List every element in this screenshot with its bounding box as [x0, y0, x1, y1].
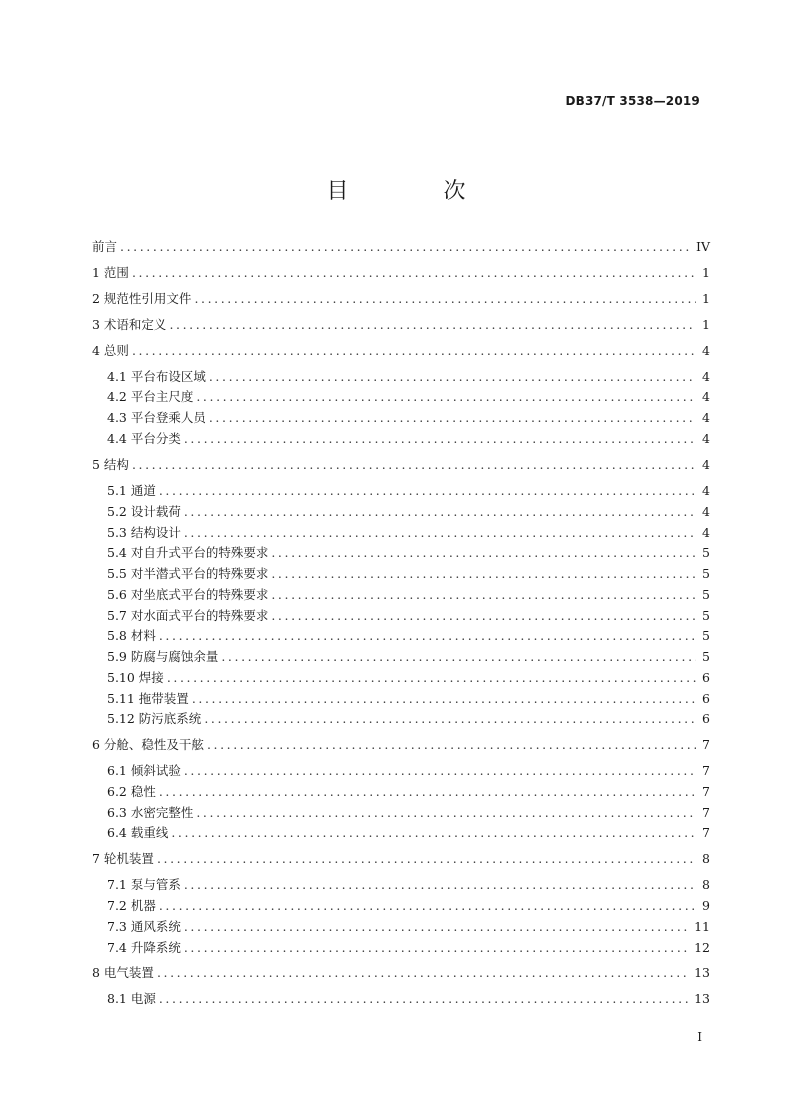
toc-leader-dots [132, 342, 696, 360]
toc-entry[interactable] [107, 368, 710, 386]
toc-entry-label: 5.10 焊接 [107, 670, 164, 685]
toc-leader-dots [204, 710, 696, 728]
toc-entry[interactable] [107, 503, 710, 521]
toc-leader-dots [221, 648, 696, 666]
toc-entry[interactable] [92, 456, 710, 474]
toc-entry-page: 4 [702, 457, 710, 472]
toc-entry-label: 7.1 泵与管系 [107, 877, 181, 892]
toc-entry-label: 5.2 设计载荷 [107, 504, 181, 519]
toc-entry-page: 13 [694, 991, 710, 1006]
toc-leader-dots [207, 736, 696, 754]
toc-entry[interactable] [107, 876, 710, 894]
toc-entry-page: 7 [702, 805, 710, 820]
toc-entry-page: 1 [702, 317, 710, 332]
toc-entry[interactable] [92, 290, 710, 308]
toc-entry-page: 5 [702, 566, 710, 581]
toc-entry-page: 5 [702, 628, 710, 643]
toc-leader-dots [184, 503, 696, 521]
toc-entry-page: 12 [694, 940, 710, 955]
toc-leader-dots [171, 824, 696, 842]
toc-entry-label: 4.4 平台分类 [107, 431, 181, 446]
toc-entry-label: 6.1 倾斜试验 [107, 763, 181, 778]
toc-entry-label: 5.11 拖带装置 [107, 691, 189, 706]
toc-leader-dots [209, 409, 696, 427]
toc-entry-page: 8 [702, 877, 710, 892]
toc-entry-label: 8.1 电源 [107, 991, 156, 1006]
toc-entry[interactable] [92, 342, 710, 360]
toc-entry-label: 5.3 结构设计 [107, 525, 181, 540]
toc-entry[interactable] [107, 648, 710, 666]
toc-leader-dots [132, 456, 696, 474]
toc-entry[interactable] [107, 824, 710, 842]
toc-entry[interactable] [107, 607, 710, 625]
toc-entry-label: 1 范围 [92, 265, 129, 280]
toc-entry-page: 7 [702, 737, 710, 752]
toc-leader-dots [184, 524, 696, 542]
toc-leader-dots [209, 368, 696, 386]
toc-leader-dots [184, 939, 690, 957]
toc-entry[interactable] [107, 762, 710, 780]
toc-entry[interactable] [107, 897, 710, 915]
toc-entry[interactable] [107, 409, 710, 427]
toc-entry[interactable] [107, 482, 710, 500]
toc-entry-label: 5.4 对自升式平台的特殊要求 [107, 545, 269, 560]
toc-leader-dots [196, 804, 696, 822]
toc-leader-dots [159, 897, 696, 915]
document-code: DB37/T 3538—2019 [565, 94, 700, 108]
toc-entry-label: 6.3 水密完整性 [107, 805, 194, 820]
toc-entry-label: 7.2 机器 [107, 898, 156, 913]
toc-entry-page: 5 [702, 649, 710, 664]
toc-entry-page: 7 [702, 784, 710, 799]
toc-leader-dots [271, 586, 696, 604]
toc-entry-label: 7 轮机装置 [92, 851, 154, 866]
toc-entry-page: 4 [702, 389, 710, 404]
toc-entry[interactable] [92, 316, 710, 334]
toc-entry[interactable] [107, 710, 710, 728]
toc-entry-label: 4.1 平台布设区域 [107, 369, 206, 384]
toc-entry-label: 7.4 升降系统 [107, 940, 181, 955]
toc-entry-page: 6 [702, 691, 710, 706]
page-number: I [697, 1030, 702, 1044]
toc-entry-label: 前言 [92, 239, 118, 254]
toc-entry-page: 7 [702, 825, 710, 840]
toc-entry-page: 13 [694, 965, 710, 980]
toc-entry-label: 5 结构 [92, 457, 129, 472]
toc-entry[interactable] [107, 669, 710, 687]
toc-entry-page: 1 [702, 265, 710, 280]
toc-leader-dots [194, 290, 696, 308]
toc-entry-label: 7.3 通风系统 [107, 919, 181, 934]
toc-entry-label: 5.9 防腐与腐蚀余量 [107, 649, 219, 664]
toc-leader-dots [271, 544, 696, 562]
toc-entry-page: 4 [702, 504, 710, 519]
toc-entry-page: 4 [702, 483, 710, 498]
toc-entry-page: 4 [702, 410, 710, 425]
toc-entry-page: 9 [702, 898, 710, 913]
toc-entry[interactable] [107, 783, 710, 801]
toc-entry-label: 4 总则 [92, 343, 129, 358]
toc-entry[interactable] [92, 264, 710, 282]
toc-leader-dots [159, 783, 696, 801]
toc-leader-dots [159, 627, 696, 645]
toc-entry-page: 1 [702, 291, 710, 306]
toc-entry[interactable] [107, 524, 710, 542]
toc-leader-dots [184, 918, 690, 936]
toc-entry-label: 2 规范性引用文件 [92, 291, 192, 306]
toc-leader-dots [271, 607, 696, 625]
toc-entry-label: 6.4 载重线 [107, 825, 169, 840]
toc-entry-page: 5 [702, 608, 710, 623]
toc-leader-dots [184, 762, 696, 780]
toc-entry[interactable] [107, 939, 710, 957]
page-title: 目 次 [326, 179, 510, 204]
toc-entry-page: 7 [702, 763, 710, 778]
toc-entry-label: 5.12 防污底系统 [107, 711, 202, 726]
toc-entry[interactable] [107, 586, 710, 604]
toc-entry[interactable] [92, 238, 710, 256]
toc-entry-label: 5.7 对水面式平台的特殊要求 [107, 608, 269, 623]
toc-entry-page: 4 [702, 525, 710, 540]
toc-entry-label: 4.2 平台主尺度 [107, 389, 194, 404]
toc-entry-page: 11 [694, 919, 710, 934]
toc-entry[interactable] [107, 388, 710, 406]
toc-entry[interactable] [107, 565, 710, 583]
toc-leader-dots [184, 876, 696, 894]
toc-leader-dots [169, 316, 696, 334]
toc-entry-label: 5.8 材料 [107, 628, 156, 643]
toc-entry[interactable] [92, 964, 710, 982]
toc-entry-page: 4 [702, 343, 710, 358]
toc-entry[interactable] [107, 690, 710, 708]
toc-leader-dots [196, 388, 696, 406]
toc-entry[interactable] [107, 804, 710, 822]
toc-leader-dots [192, 690, 696, 708]
toc-entry[interactable] [92, 850, 710, 868]
toc-leader-dots [159, 482, 696, 500]
toc-entry[interactable] [92, 736, 710, 754]
toc-entry[interactable] [107, 918, 710, 936]
toc-entry[interactable] [107, 430, 710, 448]
toc-entry-label: 4.3 平台登乘人员 [107, 410, 206, 425]
toc-leader-dots [167, 669, 696, 687]
toc-leader-dots [184, 430, 696, 448]
toc-entry-label: 8 电气装置 [92, 965, 154, 980]
toc-entry-page: 4 [702, 369, 710, 384]
toc-entry[interactable] [107, 990, 710, 1008]
toc-entry[interactable] [107, 627, 710, 645]
toc-entry[interactable] [107, 544, 710, 562]
toc-leader-dots [271, 565, 696, 583]
toc-entry-label: 6.2 稳性 [107, 784, 156, 799]
toc-entry-page: 8 [702, 851, 710, 866]
toc-entry-page: 5 [702, 587, 710, 602]
toc-entry-label: 3 术语和定义 [92, 317, 167, 332]
toc-entry-page: 6 [702, 670, 710, 685]
toc-entry-page: 6 [702, 711, 710, 726]
toc-leader-dots [157, 964, 690, 982]
toc-leader-dots [120, 238, 692, 256]
toc-entry-label: 5.6 对坐底式平台的特殊要求 [107, 587, 269, 602]
toc-entry-page: IV [696, 239, 710, 254]
toc-entry-page: 5 [702, 545, 710, 560]
toc-entry-page: 4 [702, 431, 710, 446]
toc-leader-dots [159, 990, 690, 1008]
toc-entry-label: 6 分舱、稳性及干舷 [92, 737, 204, 752]
toc-leader-dots [132, 264, 696, 282]
toc-entry-label: 5.1 通道 [107, 483, 156, 498]
toc-entry-label: 5.5 对半潜式平台的特殊要求 [107, 566, 269, 581]
toc-leader-dots [157, 850, 696, 868]
